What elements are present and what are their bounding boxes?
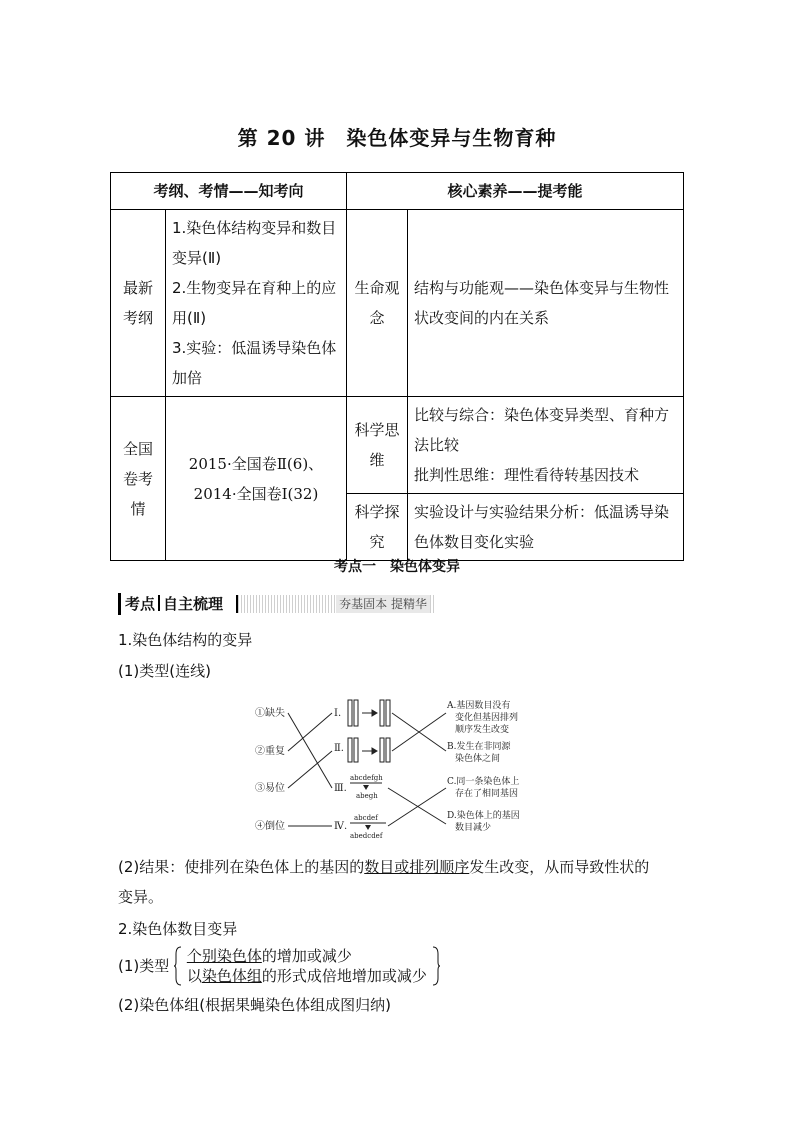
right-option-c-line: 存在了相同基因 bbox=[455, 789, 519, 799]
types-list bbox=[187, 946, 427, 986]
roman-label: Ⅲ. bbox=[334, 783, 347, 794]
banner-tag: 夯基固本 提精华 bbox=[336, 595, 430, 613]
literacy-text-thinking bbox=[408, 397, 684, 494]
chromosome-sketch-1 bbox=[348, 700, 390, 726]
result-line-2: 变异。 bbox=[118, 888, 164, 906]
type-b-rest: 的形式成倍地增加或减少 bbox=[261, 967, 427, 985]
sequence-top: abcdef bbox=[354, 814, 378, 822]
type-b-key: 染色体组 bbox=[201, 967, 262, 985]
roman-label: Ⅰ. bbox=[334, 708, 342, 719]
row-label-exam: 全国卷考情 bbox=[111, 397, 166, 561]
syllabus-item: 3.实验：低温诱导染色体加倍 bbox=[172, 339, 337, 387]
table-header-right: 核心素养——提考能 bbox=[347, 173, 684, 210]
outline-table bbox=[110, 172, 684, 561]
subheading-types: (1)类型(连线) bbox=[118, 662, 211, 680]
right-brace-icon bbox=[432, 946, 440, 986]
chromosome-sketch-2 bbox=[348, 738, 390, 762]
right-option-b-line: 染色体之间 bbox=[455, 754, 501, 764]
right-option-a-line: 变化但基因排列 bbox=[455, 713, 519, 723]
matching-lines-right bbox=[388, 713, 446, 826]
literacy-text-inquiry: 实验设计与实验结果分析：低温诱导染色体数目变化实验 bbox=[408, 494, 684, 561]
result-key-term: 数目或排列顺序 bbox=[364, 858, 470, 876]
types-label: (1)类型 bbox=[118, 957, 170, 975]
section-title: 考点一 染色体变异 bbox=[334, 559, 460, 575]
result-prefix: (2)结果：使排列在染色体上的基因的 bbox=[118, 858, 365, 876]
matching-lines-left bbox=[288, 713, 332, 826]
thinking-line: 比较与综合：染色体变异类型、育种方法比较 bbox=[414, 406, 670, 454]
type-a-rest: 的增加或减少 bbox=[261, 947, 352, 965]
sequence-bottom: abegh bbox=[356, 792, 378, 800]
sequence-bottom: abedcdef bbox=[350, 832, 383, 840]
right-option-a: A.基因数目没有 bbox=[447, 701, 511, 711]
exam-references: 2015·全国卷Ⅱ(6)、2014·全国卷Ⅰ(32) bbox=[166, 397, 347, 561]
left-label: ②重复 bbox=[255, 746, 285, 757]
right-option-d-line: 数目减少 bbox=[455, 823, 492, 833]
thinking-line: 批判性思维：理性看待转基因技术 bbox=[414, 466, 640, 484]
left-label: ④倒位 bbox=[255, 821, 285, 832]
sequence-top: abcdefgh bbox=[350, 774, 383, 782]
right-option-b: B.发生在非同源 bbox=[447, 742, 511, 752]
literacy-label-life: 生命观念 bbox=[347, 210, 408, 397]
page-title: 第 20 讲 染色体变异与生物育种 bbox=[237, 126, 557, 150]
right-option-c: C.同一条染色体上 bbox=[447, 777, 520, 787]
table-header-left: 考纲、考情——知考向 bbox=[111, 173, 347, 210]
roman-label: Ⅱ. bbox=[334, 743, 344, 754]
right-option-a-line: 顺序发生改变 bbox=[455, 725, 510, 735]
literacy-label-inquiry: 科学探究 bbox=[347, 494, 408, 561]
left-label: ①缺失 bbox=[255, 708, 285, 719]
result-suffix: 发生改变，从而导致性状的 bbox=[469, 858, 650, 876]
type-item-a bbox=[187, 946, 427, 966]
left-brace-icon bbox=[174, 946, 182, 986]
type-a-key: 个别染色体 bbox=[186, 947, 262, 965]
literacy-text-life: 结构与功能观——染色体变异与生物性状改变间的内在关系 bbox=[408, 210, 684, 397]
right-option-d: D.染色体上的基因 bbox=[447, 811, 520, 821]
number-variation-types bbox=[118, 946, 440, 986]
result-paragraph bbox=[118, 856, 649, 878]
banner-label-a: 考点 bbox=[125, 595, 156, 613]
heading-number-variation: 2.染色体数目变异 bbox=[118, 920, 238, 938]
type-b-pre: 以 bbox=[186, 967, 202, 985]
literacy-label-thinking: 科学思维 bbox=[347, 397, 408, 494]
banner-label-b: 自主梳理 bbox=[163, 595, 224, 613]
banner-label bbox=[118, 593, 223, 615]
heading-structure: 1.染色体结构的变异 bbox=[118, 631, 253, 649]
left-label: ③易位 bbox=[255, 783, 285, 794]
variation-matching-diagram bbox=[250, 696, 550, 846]
roman-label: Ⅳ. bbox=[334, 821, 348, 832]
type-item-b bbox=[187, 966, 427, 986]
row-label-syllabus: 最新考纲 bbox=[111, 210, 166, 397]
section-banner bbox=[118, 593, 436, 615]
syllabus-item: 1.染色体结构变异和数目变异(Ⅱ) bbox=[172, 219, 337, 267]
syllabus-items bbox=[166, 210, 347, 397]
chromosome-group-heading: (2)染色体组(根据果蝇染色体组成图归纳) bbox=[118, 996, 391, 1014]
syllabus-item: 2.生物变异在育种上的应用(Ⅱ) bbox=[172, 279, 337, 327]
